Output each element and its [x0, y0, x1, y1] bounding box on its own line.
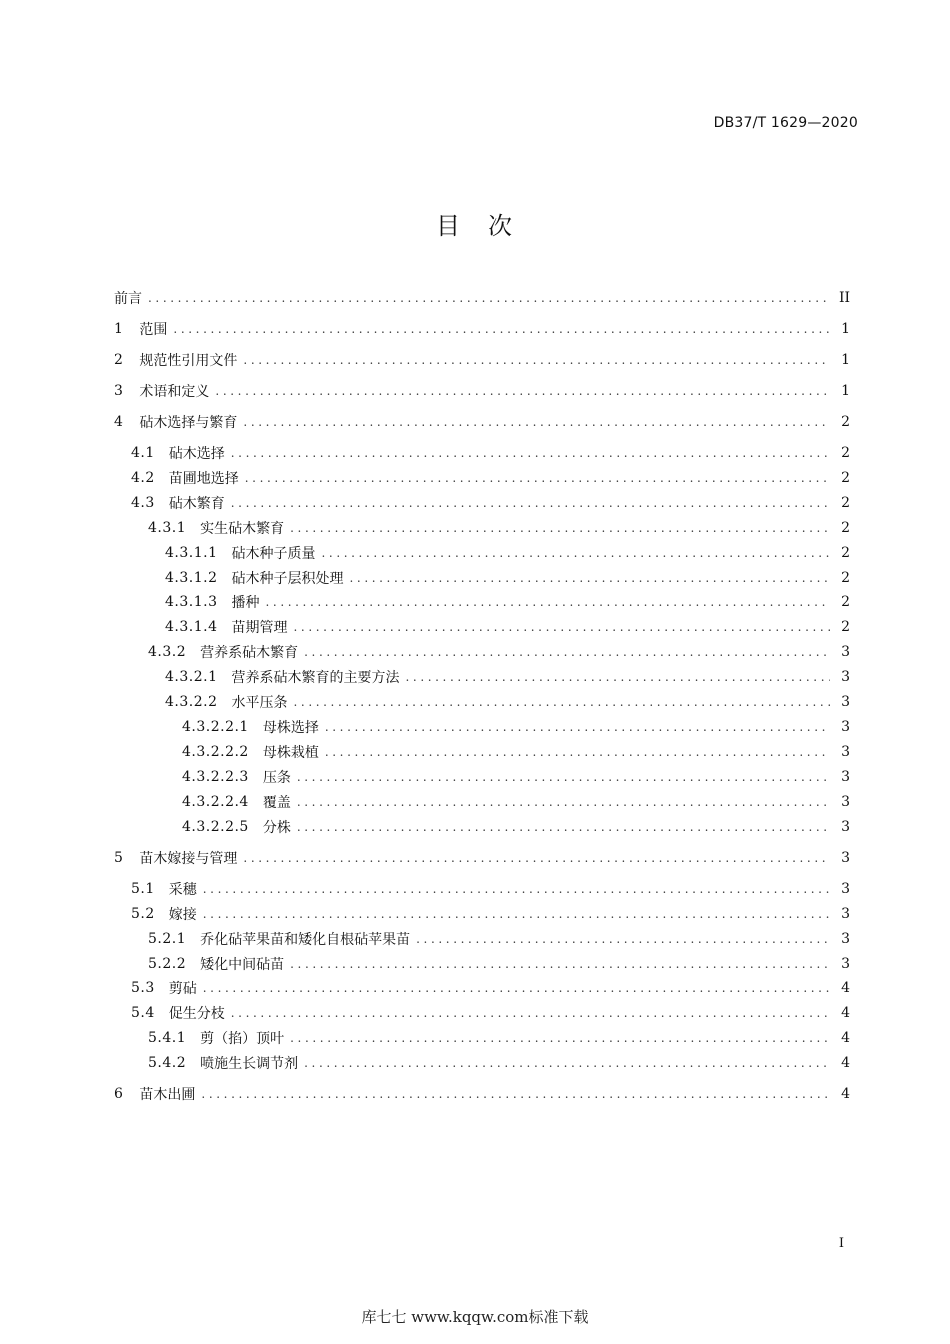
toc-entry-number: 4.3	[131, 495, 155, 511]
toc-entry-page: 4	[841, 1030, 850, 1046]
toc-entry-page: 3	[841, 931, 850, 947]
toc-leader	[325, 719, 830, 735]
toc-leader	[297, 819, 830, 835]
toc-leader	[231, 495, 830, 511]
toc-leader	[290, 520, 830, 536]
toc-entry-4-3-2-2-2[interactable]	[0, 741, 850, 763]
toc-entry-page: 3	[841, 956, 850, 972]
toc-entry-label: 母株栽植	[262, 745, 319, 761]
toc-entry-label: 砧木选择与繁育	[139, 415, 238, 431]
toc-entry-6[interactable]	[0, 1083, 850, 1105]
toc-entry-5-1[interactable]	[0, 878, 850, 900]
toc-entry-5-2-2[interactable]	[0, 953, 850, 975]
toc-entry-4-3-1-3[interactable]	[0, 591, 850, 613]
toc-entry-number: 5.3	[131, 980, 155, 996]
toc-entry-number: 4.3.2.2.2	[182, 744, 249, 760]
toc-leader	[148, 290, 830, 306]
toc-entry-label: 播种	[231, 595, 260, 611]
toc-entry-4-3[interactable]	[0, 492, 850, 514]
toc-entry-number: 4.3.2.2	[165, 694, 218, 710]
toc-entry-2[interactable]	[0, 349, 850, 371]
page-number: I	[838, 1236, 844, 1251]
toc-leader	[297, 794, 830, 810]
toc-entry-label: 规范性引用文件	[139, 353, 238, 369]
toc-entry-label: 剪（掐）顶叶	[200, 1031, 285, 1047]
toc-entry-1[interactable]	[0, 318, 850, 340]
toc-entry-4-3-1[interactable]	[0, 517, 850, 539]
toc-entry-4-3-2-2[interactable]	[0, 691, 850, 713]
toc-entry-page: 4	[841, 1055, 850, 1071]
toc-entry-label: 砧木选择	[168, 446, 225, 462]
toc-entry-page: 3	[841, 906, 850, 922]
page-title-part2: 次	[488, 212, 514, 240]
toc-entry-number: 6	[114, 1086, 124, 1102]
toc-entry-label: 苗木出圃	[139, 1087, 196, 1103]
toc-entry-label: 母株选择	[262, 720, 319, 736]
toc-entry-number: 3	[114, 383, 124, 399]
toc-entry-4[interactable]	[0, 411, 850, 433]
toc-entry-label: 压条	[262, 770, 291, 786]
toc-entry-3[interactable]	[0, 380, 850, 402]
toc-entry-number: 4.3.2.2.1	[182, 719, 249, 735]
toc-entry-4-3-2-1[interactable]	[0, 666, 850, 688]
toc-entry-4-3-1-4[interactable]	[0, 616, 850, 638]
toc-entry-label: 营养系砧木繁育的主要方法	[231, 670, 400, 686]
toc-entry-page: 2	[841, 445, 850, 461]
toc-entry-page: 2	[841, 495, 850, 511]
toc-entry-number: 2	[114, 352, 124, 368]
toc-leader	[231, 445, 830, 461]
toc-entry-label: 实生砧木繁育	[200, 521, 285, 537]
toc-leader	[304, 1055, 830, 1071]
toc-entry-label: 水平压条	[231, 695, 288, 711]
toc-entry-number: 4.3.2.2.3	[182, 769, 249, 785]
toc-entry-page: 3	[841, 819, 850, 835]
toc-entry-page: II	[838, 290, 850, 306]
toc-entry-number: 4.2	[131, 470, 155, 486]
toc-leader	[290, 956, 830, 972]
toc-leader	[293, 694, 830, 710]
toc-entry-page: 4	[841, 1086, 850, 1102]
toc-leader	[245, 470, 830, 486]
toc-entry-page: 4	[841, 1005, 850, 1021]
toc-entry-page: 2	[841, 470, 850, 486]
toc-entry-number: 4	[114, 414, 124, 430]
toc-entry-5-3[interactable]	[0, 977, 850, 999]
toc-entry-page: 4	[841, 980, 850, 996]
toc-leader	[231, 1005, 830, 1021]
toc-entry-5[interactable]	[0, 847, 850, 869]
toc-entry-number: 4.3.2.1	[165, 669, 218, 685]
toc-entry-number: 4.1	[131, 445, 155, 461]
toc-leader	[304, 644, 830, 660]
toc-entry-number: 4.3.1.3	[165, 594, 218, 610]
toc-entry-page: 1	[841, 321, 850, 337]
toc-entry-foreword[interactable]	[0, 287, 850, 309]
standard-code: DB37/T 1629—2020	[713, 115, 858, 131]
toc-entry-label: 采穗	[168, 882, 197, 898]
toc-entry-5-2[interactable]	[0, 903, 850, 925]
toc-entry-4-3-2-2-1[interactable]	[0, 716, 850, 738]
toc-entry-label: 范围	[139, 322, 168, 338]
toc-entry-number: 4.3.1	[148, 520, 187, 536]
toc-entry-label: 砧木种子质量	[231, 546, 316, 562]
toc-entry-label: 喷施生长调节剂	[200, 1056, 299, 1072]
toc-entry-label: 砧木种子层积处理	[231, 571, 344, 587]
toc-entry-4-3-2-2-3[interactable]	[0, 766, 850, 788]
toc-entry-label: 剪砧	[168, 981, 197, 997]
toc-entry-number: 4.3.2.2.5	[182, 819, 249, 835]
toc-leader	[293, 619, 830, 635]
toc-leader	[203, 906, 830, 922]
toc-entry-page: 3	[841, 644, 850, 660]
toc-leader	[203, 881, 830, 897]
toc-entry-number: 5	[114, 850, 124, 866]
toc-leader	[325, 744, 830, 760]
toc-entry-label: 促生分枝	[168, 1006, 225, 1022]
page-title-part1: 目	[436, 212, 462, 240]
toc-leader	[201, 1086, 830, 1102]
toc-entry-label: 营养系砧木繁育	[200, 645, 299, 661]
toc-entry-number: 5.1	[131, 881, 155, 897]
toc-entry-page: 2	[841, 520, 850, 536]
toc-entry-label: 乔化砧苹果苗和矮化自根砧苹果苗	[200, 932, 411, 948]
toc-leader	[243, 850, 830, 866]
toc-entry-label: 苗木嫁接与管理	[139, 851, 238, 867]
toc-entry-number: 5.4.1	[148, 1030, 187, 1046]
toc-entry-label: 覆盖	[262, 795, 291, 811]
toc-leader	[290, 1030, 830, 1046]
toc-leader	[203, 980, 830, 996]
toc-entry-page: 2	[841, 594, 850, 610]
toc-leader	[349, 570, 830, 586]
toc-entry-page: 3	[841, 694, 850, 710]
toc-entry-page: 2	[841, 619, 850, 635]
toc-entry-number: 1	[114, 321, 124, 337]
toc-entry-number: 4.3.2.2.4	[182, 794, 249, 810]
toc-entry-label: 砧木繁育	[168, 496, 225, 512]
toc-entry-4-3-2[interactable]	[0, 641, 850, 663]
toc-entry-number: 5.2	[131, 906, 155, 922]
toc-entry-page: 3	[841, 850, 850, 866]
toc-leader	[297, 769, 830, 785]
toc-entry-4-1[interactable]	[0, 442, 850, 464]
toc-entry-5-4-1[interactable]	[0, 1027, 850, 1049]
toc-entry-4-3-2-2-4[interactable]	[0, 791, 850, 813]
toc-entry-number: 5.2.2	[148, 956, 187, 972]
toc-entry-label: 矮化中间砧苗	[200, 957, 285, 973]
toc-entry-5-2-1[interactable]	[0, 928, 850, 950]
toc-entry-4-3-1-2[interactable]	[0, 567, 850, 589]
toc-entry-label: 嫁接	[168, 907, 197, 923]
toc-leader	[321, 545, 830, 561]
toc-entry-number: 5.2.1	[148, 931, 187, 947]
toc-entry-page: 2	[841, 414, 850, 430]
toc-entry-number: 5.4	[131, 1005, 155, 1021]
toc-leader	[416, 931, 830, 947]
toc-entry-page: 1	[841, 383, 850, 399]
toc-entry-4-3-2-2-5[interactable]	[0, 816, 850, 838]
toc-leader	[405, 669, 830, 685]
toc-entry-label: 苗期管理	[231, 620, 288, 636]
toc-entry-page: 3	[841, 719, 850, 735]
toc-entry-number: 4.3.1.1	[165, 545, 218, 561]
toc-entry-page: 3	[841, 744, 850, 760]
toc-entry-label: 前言	[114, 291, 142, 307]
toc-entry-number: 4.3.1.4	[165, 619, 218, 635]
toc-entry-page: 3	[841, 794, 850, 810]
toc-entry-page: 3	[841, 881, 850, 897]
toc-entry-page: 3	[841, 669, 850, 685]
toc-leader	[215, 383, 830, 399]
toc-entry-5-4[interactable]	[0, 1002, 850, 1024]
watermark: 库七七 www.kqqw.com标准下载	[361, 1308, 589, 1326]
toc-leader	[173, 321, 830, 337]
toc-leader	[265, 594, 830, 610]
toc-entry-4-3-1-1[interactable]	[0, 542, 850, 564]
toc-entry-page: 1	[841, 352, 850, 368]
toc-entry-number: 5.4.2	[148, 1055, 187, 1071]
toc-entry-5-4-2[interactable]	[0, 1052, 850, 1074]
toc-entry-page: 2	[841, 570, 850, 586]
toc-leader	[243, 352, 830, 368]
toc-entry-page: 2	[841, 545, 850, 561]
toc-entry-label: 分株	[262, 820, 291, 836]
toc-entry-number: 4.3.1.2	[165, 570, 218, 586]
toc-entry-number: 4.3.2	[148, 644, 187, 660]
toc-leader	[243, 414, 830, 430]
toc-entry-label: 术语和定义	[139, 384, 210, 400]
toc-entry-page: 3	[841, 769, 850, 785]
toc-entry-label: 苗圃地选择	[168, 471, 239, 487]
toc-entry-4-2[interactable]	[0, 467, 850, 489]
